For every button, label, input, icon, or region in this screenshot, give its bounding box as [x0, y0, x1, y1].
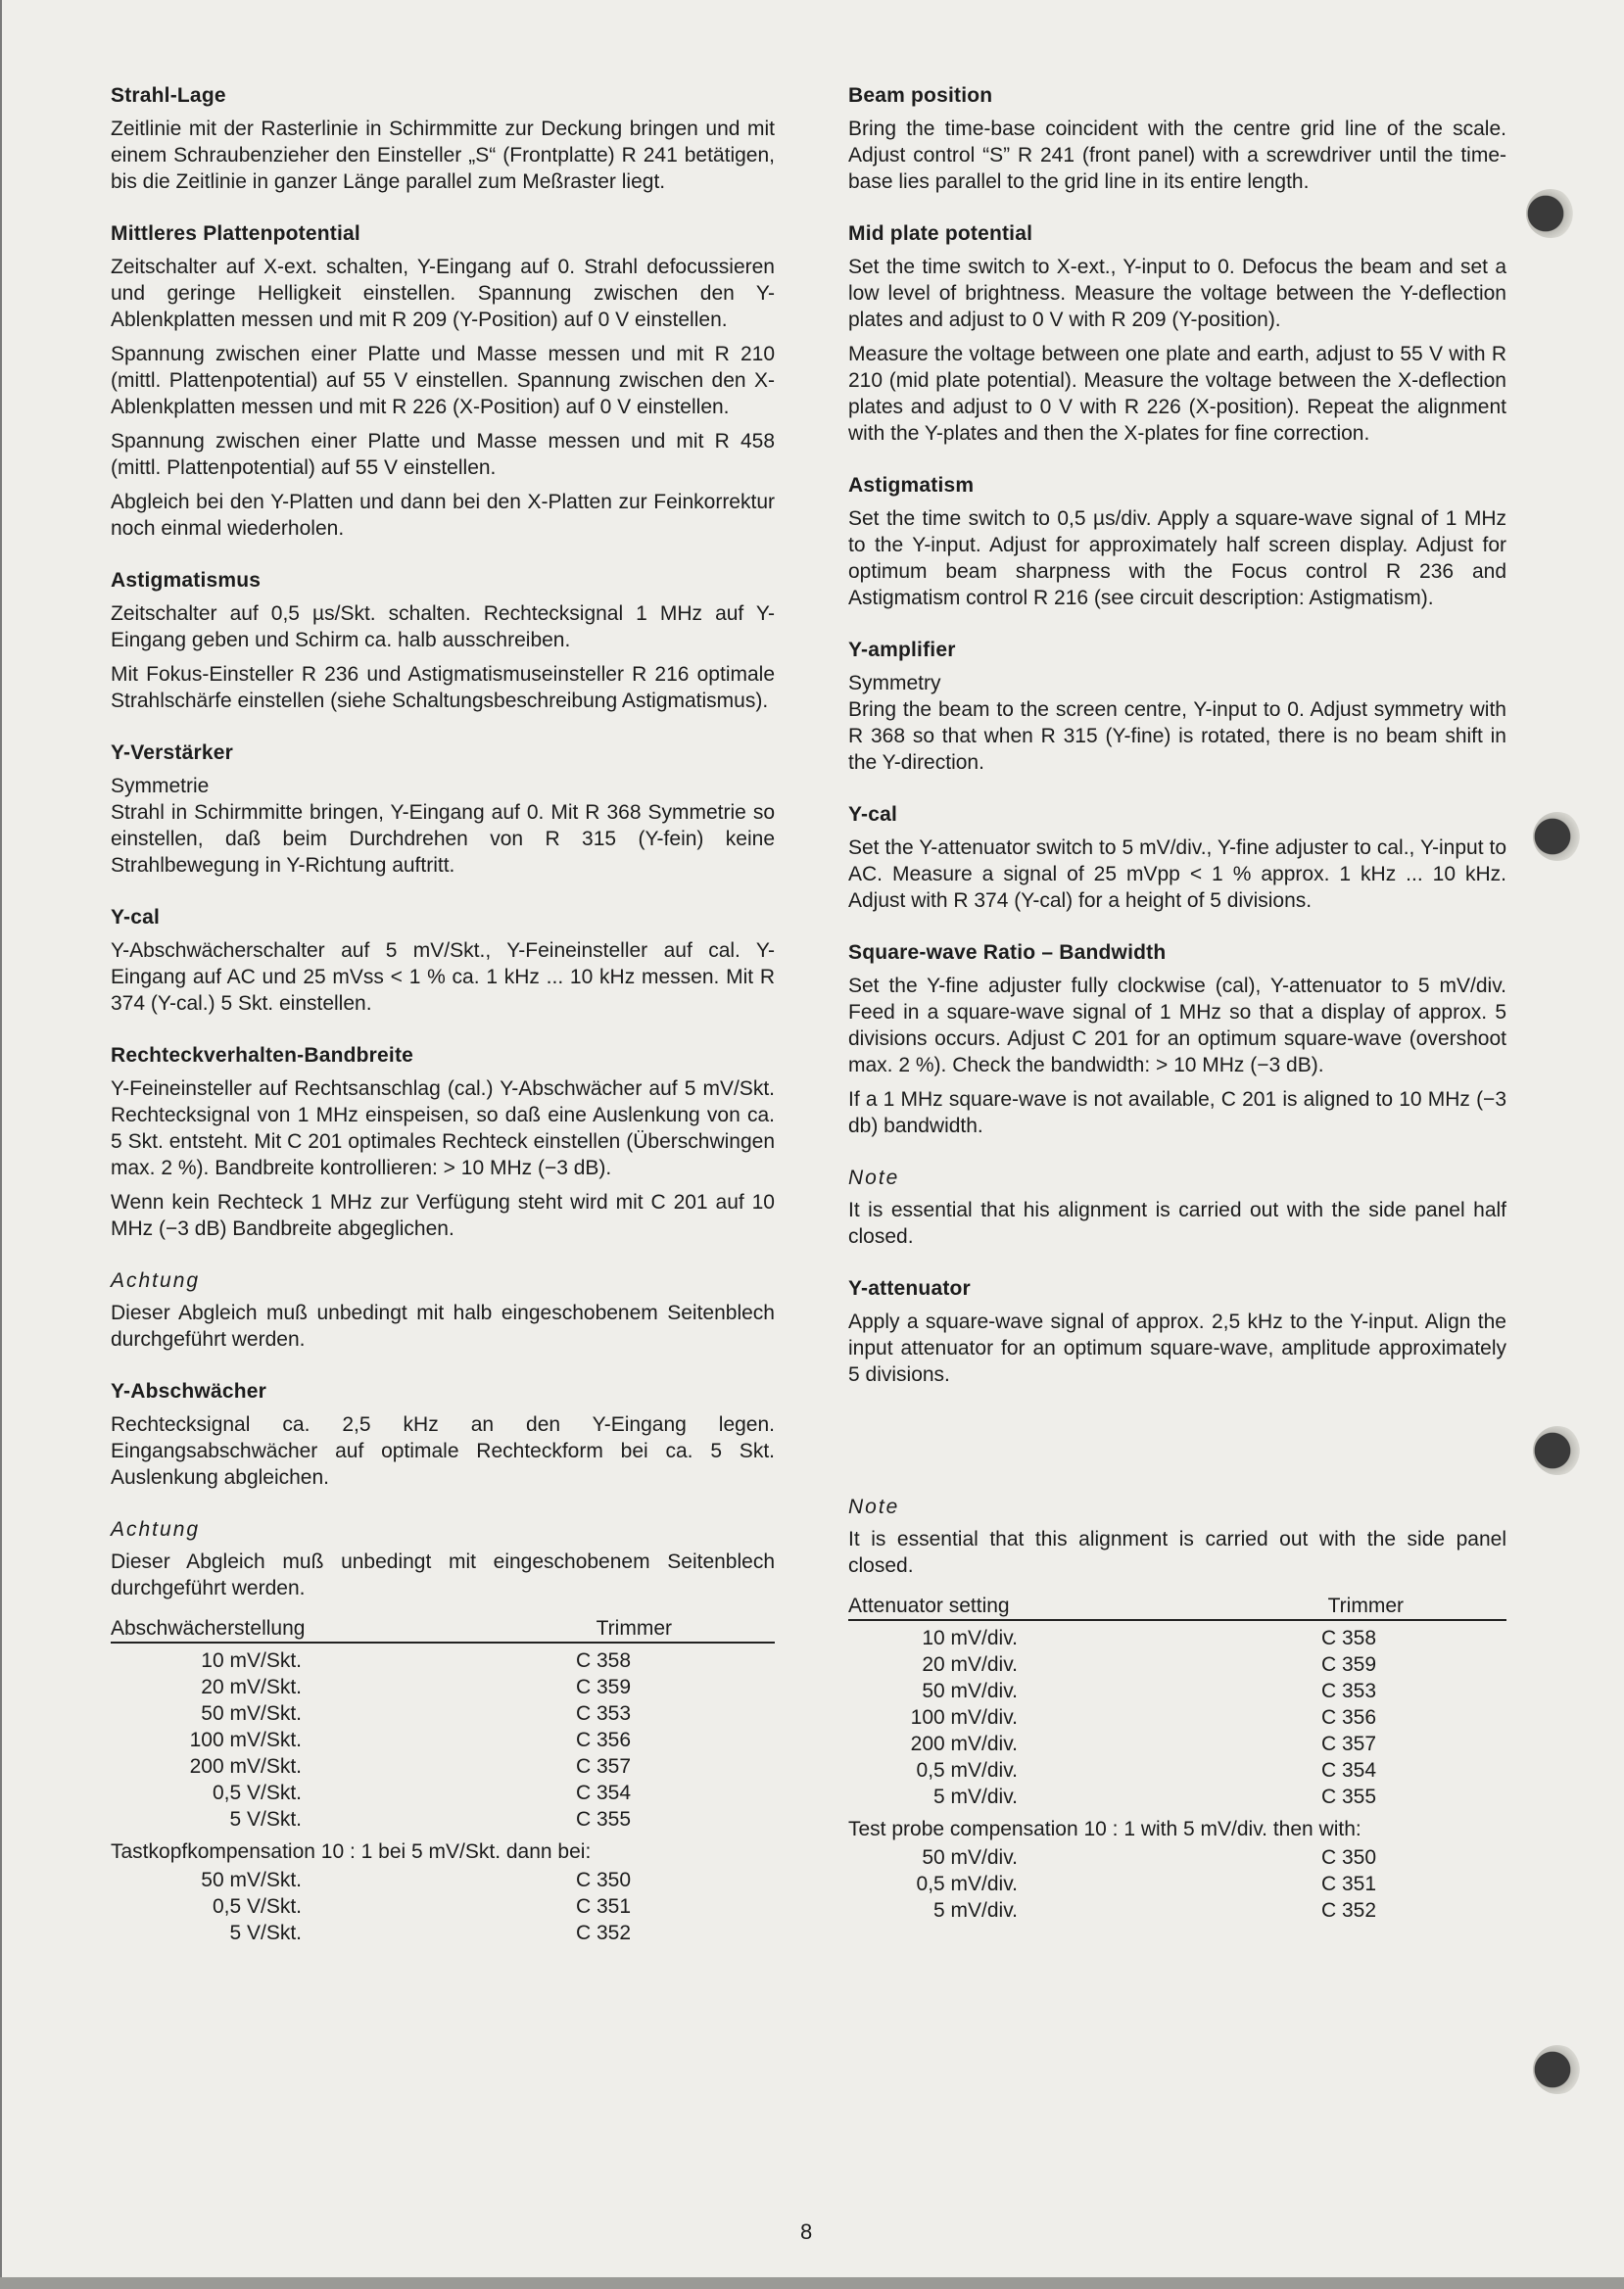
paragraph: Wenn kein Rechteck 1 MHz zur Verfügung steht wird mit C 201 auf 10 MHz (−3 dB) Bandbreite abgeglichen.: [111, 1191, 775, 1240]
paragraph: Zeitschalter auf 0,5 µs/Skt. schalten. Rechtecksignal 1 MHz auf Y-Eingang geben und Schirm ca. halb ausschreiben.: [111, 602, 775, 651]
table-row: [848, 1871, 1506, 1897]
table-header: [111, 1615, 775, 1644]
note-heading: Note: [848, 1496, 900, 1518]
binder-hole: [1533, 1426, 1582, 1475]
section-astigmatism: [848, 472, 1506, 611]
setting-cell: 0,5 mV/div.: [916, 1873, 1018, 1895]
setting-cell: 10 mV/Skt.: [201, 1649, 302, 1672]
table-row: [111, 1700, 775, 1727]
table-row: [111, 1753, 775, 1780]
note-achtung-1: [111, 1267, 775, 1353]
trimmer-cell: C 350: [1321, 1846, 1377, 1869]
section-y-amplifier: [848, 637, 1506, 776]
trimmer-cell: C 355: [576, 1808, 632, 1831]
setting-cell: 20 mV/div.: [922, 1653, 1018, 1676]
section-title: Mid plate potential: [848, 222, 1033, 245]
section-y-cal: [111, 904, 775, 1017]
table-row: [111, 1780, 775, 1806]
setting-cell: 50 mV/Skt.: [201, 1702, 302, 1725]
paragraph: Strahl in Schirmmitte bringen, Y-Eingang auf 0. Mit R 368 Symmetrie so einstellen, daß beim Durchdrehen von R 315 (Y-fein) keine Strahlbewegung in Y-Richtung auftritt.: [111, 801, 775, 877]
left-column: [111, 82, 775, 1946]
trimmer-cell: C 356: [576, 1729, 632, 1751]
note-text: Dieser Abgleich muß unbedingt mit halb eingeschobenem Seitenblech durchgeführt werden.: [111, 1302, 775, 1351]
setting-cell: 0,5 V/Skt.: [212, 1782, 302, 1804]
column-header: Trimmer: [1327, 1595, 1404, 1617]
note-heading: Achtung: [111, 1269, 201, 1292]
table-row: [111, 1727, 775, 1753]
paragraph: Zeitschalter auf X-ext. schalten, Y-Eingang auf 0. Strahl defocussieren und geringe Helligkeit einstellen. Spannung zwischen den Y-Ablenkplatten messen und mit R 209 (Y-Position) auf 0 V einstellen.: [111, 256, 775, 331]
table-row: [848, 1651, 1506, 1678]
setting-cell: 5 mV/div.: [933, 1899, 1018, 1922]
section-title: Y-amplifier: [848, 639, 956, 661]
section-rechteckverhalten: [111, 1042, 775, 1242]
page-bottom-edge: [0, 2277, 1624, 2289]
trimmer-cell: C 350: [576, 1869, 632, 1891]
section-beam-position: [848, 82, 1506, 195]
section-mittleres-plattenpotential: [111, 220, 775, 542]
paragraph: Abgleich bei den Y-Platten und dann bei den X-Platten zur Feinkorrektur noch einmal wiederholen.: [111, 491, 775, 540]
section-square-wave-bandwidth: [848, 939, 1506, 1139]
trimmer-table: [848, 1593, 1506, 1924]
binder-hole: [1526, 189, 1575, 238]
table-row: [111, 1893, 775, 1920]
section-title: Y-Verstärker: [111, 741, 233, 764]
section-title: Rechteckverhalten-Bandbreite: [111, 1044, 414, 1067]
page-number: 8: [800, 2219, 813, 2244]
paragraph: Measure the voltage between one plate and earth, adjust to 55 V with R 210 (mid plate potential). Measure the voltage between the X-deflection plates and adjust to 0 V with R 226 (X-position). Repeat the alignment with the Y-plates and then the X-plates for fine correction.: [848, 343, 1506, 445]
trimmer-cell: C 359: [576, 1676, 632, 1698]
binder-hole: [1533, 2045, 1582, 2094]
setting-cell: 5 V/Skt.: [229, 1808, 302, 1831]
section-y-abschwaecher: [111, 1378, 775, 1491]
trimmer-cell: C 354: [1321, 1759, 1377, 1782]
trimmer-cell: C 353: [576, 1702, 632, 1725]
table-row: [111, 1920, 775, 1946]
binder-hole: [1533, 812, 1582, 861]
note-achtung-2: [111, 1516, 775, 1601]
trimmer-cell: C 351: [1321, 1873, 1377, 1895]
setting-cell: 200 mV/div.: [910, 1733, 1018, 1755]
table-row: [848, 1625, 1506, 1651]
trimmer-cell: C 357: [1321, 1733, 1377, 1755]
setting-cell: 50 mV/div.: [922, 1846, 1018, 1869]
section-title: Square-wave Ratio – Bandwidth: [848, 941, 1167, 964]
table-row: [848, 1731, 1506, 1757]
trimmer-table: [111, 1615, 775, 1946]
column-header: Abschwächerstellung: [111, 1617, 306, 1640]
section-y-cal: [848, 801, 1506, 914]
table-row: [848, 1844, 1506, 1871]
table-row: [111, 1806, 775, 1833]
column-header: Trimmer: [596, 1617, 672, 1640]
trimmer-cell: C 354: [576, 1782, 632, 1804]
table-row: [848, 1757, 1506, 1784]
table-row: [848, 1897, 1506, 1924]
setting-cell: 0,5 mV/div.: [916, 1759, 1018, 1782]
note-2: [848, 1494, 1506, 1579]
note-heading: Achtung: [111, 1518, 201, 1541]
section-title: Strahl-Lage: [111, 84, 226, 107]
paragraph: Set the time switch to 0,5 µs/div. Apply a square-wave signal of 1 MHz to the Y-input. Adjust for approximately half screen display. Adjust for optimum beam sharpness with the Focus control R 236 and Astigmatism control R 216 (see circuit description: Astigmatism).: [848, 507, 1506, 609]
right-column: [848, 82, 1506, 1924]
paragraph: Y-Feineinsteller auf Rechtsanschlag (cal.) Y-Abschwächer auf 5 mV/Skt. Rechtecksignal von 1 MHz einspeisen, so daß eine Auslenkung von ca. 5 Skt. entsteht. Mit C 201 optimales Rechteck einstellen (Überschwingen max. 2 %). Bandbreite kontrollieren: > 10 MHz (−3 dB).: [111, 1077, 775, 1179]
paragraph: Mit Fokus-Einsteller R 236 und Astigmatismuseinsteller R 216 optimale Strahlschärfe einstellen (siehe Schaltungsbeschreibung Astigmatismus).: [111, 663, 775, 712]
setting-cell: 100 mV/Skt.: [189, 1729, 302, 1751]
paragraph: Spannung zwischen einer Platte und Masse messen und mit R 458 (mittl. Plattenpotential) auf 55 V einstellen.: [111, 430, 775, 479]
trimmer-cell: C 352: [1321, 1899, 1377, 1922]
setting-cell: 5 mV/div.: [933, 1786, 1018, 1808]
setting-cell: 10 mV/div.: [922, 1627, 1018, 1649]
section-title: Y-Abschwächer: [111, 1380, 266, 1403]
paragraph: Apply a square-wave signal of approx. 2,5 kHz to the Y-input. Align the input attenuator for an optimum square-wave, amplitude approximately 5 divisions.: [848, 1311, 1506, 1386]
section-title: Y-attenuator: [848, 1277, 971, 1300]
column-header: Attenuator setting: [848, 1595, 1010, 1617]
paragraph: Zeitlinie mit der Rasterlinie in Schirmmitte zur Deckung bringen und mit einem Schraubenzieher den Einsteller „S“ (Frontplatte) R 241 betätigen, bis die Zeitlinie in ganzer Länge parallel zum Meßraster liegt.: [111, 118, 775, 193]
trimmer-cell: C 351: [576, 1895, 632, 1918]
page-edge: [0, 0, 2, 2289]
table-row: [111, 1674, 775, 1700]
paragraph: Set the time switch to X-ext., Y-input to 0. Defocus the beam and set a low level of brightness. Measure the voltage between the Y-deflection plates and adjust to 0 V with R 209 (Y-position).: [848, 256, 1506, 331]
trimmer-cell: C 358: [576, 1649, 632, 1672]
trimmer-cell: C 357: [576, 1755, 632, 1778]
note-1: [848, 1165, 1506, 1250]
subheading: Symmetry: [848, 672, 941, 694]
trimmer-cell: C 352: [576, 1922, 632, 1944]
section-y-attenuator: [848, 1275, 1506, 1388]
section-title: Astigmatismus: [111, 569, 262, 592]
trimmer-cell: C 358: [1321, 1627, 1377, 1649]
note-text: Dieser Abgleich muß unbedingt mit eingeschobenem Seitenblech durchgeführt werden.: [111, 1550, 775, 1599]
section-title: Beam position: [848, 84, 993, 107]
section-astigmatismus: [111, 567, 775, 714]
section-title: Y-cal: [111, 906, 161, 929]
table-header: [848, 1593, 1506, 1621]
probe-compensation-label: Tastkopfkompensation 10 : 1 bei 5 mV/Skt. dann bei:: [111, 1840, 592, 1863]
table-row: [848, 1784, 1506, 1810]
setting-cell: 20 mV/Skt.: [201, 1676, 302, 1698]
note-text: It is essential that his alignment is carried out with the side panel half closed.: [848, 1199, 1506, 1248]
section-title: Y-cal: [848, 803, 898, 826]
section-title: Mittleres Plattenpotential: [111, 222, 360, 245]
table-row: [111, 1647, 775, 1674]
trimmer-cell: C 356: [1321, 1706, 1377, 1729]
setting-cell: 5 V/Skt.: [229, 1922, 302, 1944]
note-text: It is essential that this alignment is carried out with the side panel closed.: [848, 1528, 1506, 1577]
paragraph: If a 1 MHz square-wave is not available, C 201 is aligned to 10 MHz (−3 db) bandwidth.: [848, 1088, 1506, 1137]
setting-cell: 50 mV/Skt.: [201, 1869, 302, 1891]
setting-cell: 200 mV/Skt.: [189, 1755, 302, 1778]
paragraph: Y-Abschwächerschalter auf 5 mV/Skt., Y-Feineinsteller auf cal. Y-Eingang auf AC und 25 mVss < 1 % ca. 1 kHz ... 10 kHz messen. Mit R 374 (Y-cal.) 5 Skt. einstellen.: [111, 939, 775, 1015]
setting-cell: 100 mV/div.: [910, 1706, 1018, 1729]
paragraph: Spannung zwischen einer Platte und Masse messen und mit R 210 (mittl. Plattenpotential) auf 55 V einstellen. Spannung zwischen den X-Ablenkplatten messen und mit R 226 (X-Position) auf 0 V einstellen.: [111, 343, 775, 418]
table-row: [848, 1678, 1506, 1704]
probe-compensation-label: Test probe compensation 10 : 1 with 5 mV/div. then with:: [848, 1818, 1361, 1840]
trimmer-cell: C 355: [1321, 1786, 1377, 1808]
paragraph: Bring the time-base coincident with the centre grid line of the scale. Adjust control “S” R 241 (front panel) with a screwdriver until the time-base lies parallel to the grid line in its entire length.: [848, 118, 1506, 193]
note-heading: Note: [848, 1167, 900, 1189]
section-y-verstaerker: [111, 739, 775, 879]
section-title: Astigmatism: [848, 474, 975, 497]
paragraph: Bring the beam to the screen centre, Y-input to 0. Adjust symmetry with R 368 so that when R 315 (Y-fine) is rotated, there is no beam shift in the Y-direction.: [848, 698, 1506, 774]
paragraph: Set the Y-attenuator switch to 5 mV/div., Y-fine adjuster to cal., Y-input to AC. Measure a signal of 25 mVpp < 1 % approx. 1 kHz ... 10 kHz. Adjust with R 374 (Y-cal) for a height of 5 divisions.: [848, 836, 1506, 912]
trimmer-cell: C 359: [1321, 1653, 1377, 1676]
setting-cell: 50 mV/div.: [922, 1680, 1018, 1702]
setting-cell: 0,5 V/Skt.: [212, 1895, 302, 1918]
trimmer-cell: C 353: [1321, 1680, 1377, 1702]
section-mid-plate-potential: [848, 220, 1506, 447]
paragraph: Set the Y-fine adjuster fully clockwise (cal), Y-attenuator to 5 mV/div. Feed in a square-wave signal of 1 MHz so that a display of approx. 5 divisions occurs. Adjust C 201 for an optimum square-wave (overshoot max. 2 %). Check the bandwidth: > 10 MHz (−3 dB).: [848, 975, 1506, 1076]
table-row: [848, 1704, 1506, 1731]
section-strahl-lage: [111, 82, 775, 195]
subheading: Symmetrie: [111, 775, 210, 797]
table-row: [111, 1867, 775, 1893]
paragraph: Rechtecksignal ca. 2,5 kHz an den Y-Eingang legen. Eingangsabschwächer auf optimale Rechteckform bei ca. 5 Skt. Auslenkung abgleichen.: [111, 1413, 775, 1489]
